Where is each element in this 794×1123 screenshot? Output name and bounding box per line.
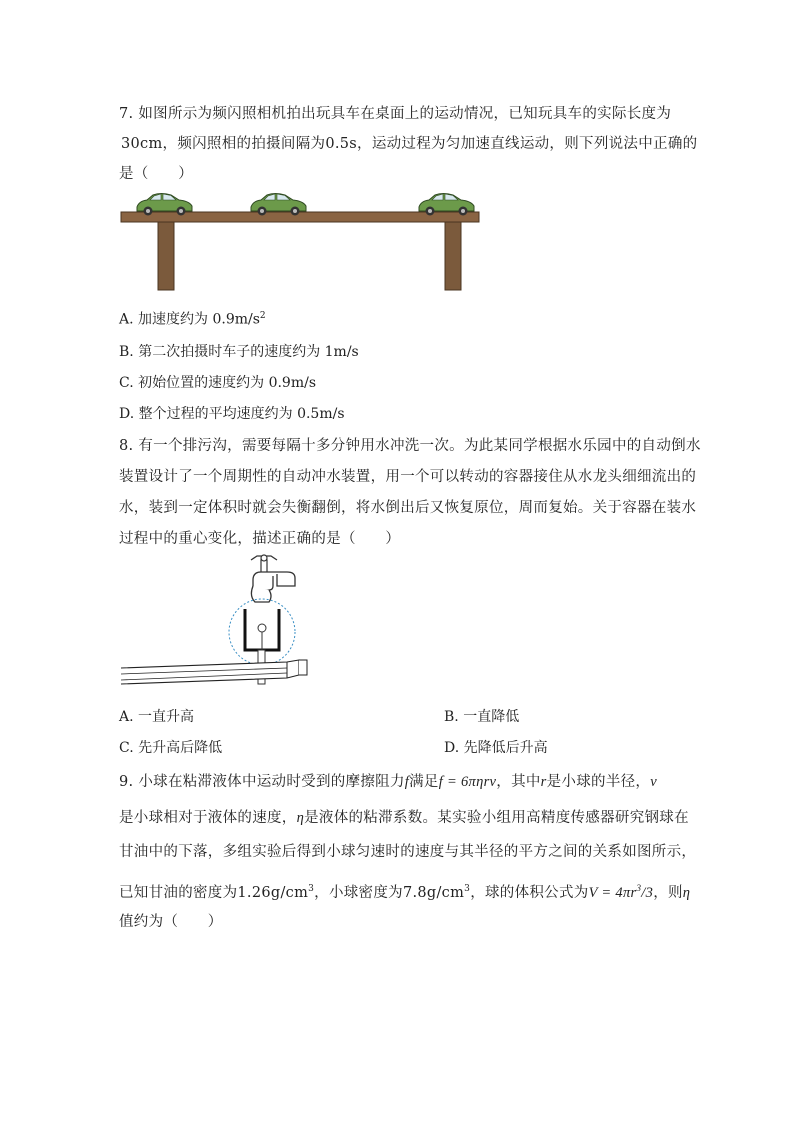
q9-line-3: 甘油中的下落，多组实验后得到小球匀速时的速度与其半径的平方之间的关系如图所示， <box>119 844 697 860</box>
table-leg-right <box>445 222 461 290</box>
q9-line-4 <box>119 878 690 903</box>
q8-option-b: B. 一直降低 <box>444 709 520 725</box>
q8-line-1: 8. 有一个排污沟，需要每隔十多分钟用水冲洗一次。为此某同学根据水乐园中的自动倒水 <box>119 438 701 454</box>
q9-l4-sup-1: 3 <box>308 884 315 894</box>
q9-l1-text-d: 是小球的半径， <box>546 774 651 790</box>
q9-l1-var-v: v <box>650 774 657 790</box>
q9-l2-var-eta: η <box>296 810 305 826</box>
q9-l4-sup-3: 3 <box>636 883 642 893</box>
q7-option-c: C. 初始位置的速度约为 0.9m/s <box>119 375 317 391</box>
q9-line-1 <box>119 772 657 792</box>
table-top <box>121 212 479 222</box>
table-leg-left <box>158 222 174 290</box>
pivot-icon <box>258 624 266 632</box>
faucet-container-figure <box>119 552 314 698</box>
q9-l1-formula: f = 6πηrv <box>438 774 497 790</box>
q9-l4-formula-tail: /3 <box>641 884 654 901</box>
q7-option-d: D. 整个过程的平均速度约为 0.5m/s <box>119 406 345 422</box>
q8-line-4: 过程中的重心变化，描述正确的是（ ） <box>119 531 401 547</box>
q9-l4-var-eta: η <box>682 884 691 901</box>
q9-l4-text-b: ，小球密度为7.8g/cm <box>314 884 465 901</box>
q9-l1-text-a: 9. 小球在粘滞液体中运动时受到的摩擦阻力 <box>119 774 405 790</box>
q8-line-3: 水，装到一定体积时就会失衡翻倒，将水倒出后又恢复原位，周而复始。关于容器在装水 <box>119 500 697 516</box>
faucet-icon <box>251 555 295 602</box>
toy-car-table-figure <box>119 186 483 292</box>
q9-l2-text-a: 是小球相对于液体的速度， <box>119 810 297 826</box>
q8-option-a: A. 一直升高 <box>119 709 195 725</box>
q8-option-d: D. 先降低后升高 <box>444 740 548 756</box>
q9-l4-formula: V = 4πr <box>588 884 637 901</box>
q9-l1-text-c: ，其中 <box>496 774 541 790</box>
q9-l4-sup-2: 3 <box>464 884 471 894</box>
q7-line-2: 30cm，频闪照相的拍摄间隔为0.5s，运动过程为匀加速直线运动，则下列说法中正确的 <box>121 136 698 152</box>
ditch-ground <box>121 660 299 684</box>
q9-l1-var-r: r <box>540 774 547 790</box>
q7-option-a-text: A. 加速度约为 0.9m/s <box>119 311 260 328</box>
q9-l1-var-f: f <box>404 774 410 790</box>
q8-line-2: 装置设计了一个周期性的自动冲水装置，用一个可以转动的容器接住从水龙头细细流出的 <box>119 469 697 485</box>
q7-option-a-exponent: 2 <box>259 311 266 321</box>
q9-l2-text-b: 是液体的粘滞系数。某实验小组用高精度传感器研究钢球在 <box>304 810 689 826</box>
q9-l4-text-c: ，球的体积公式为 <box>470 884 589 901</box>
q9-l4-text-d: ，则 <box>653 884 683 901</box>
q7-option-a <box>119 306 266 330</box>
q9-l1-text-b: 满足 <box>409 774 439 790</box>
q9-line-5: 值约为（ ） <box>119 914 223 930</box>
q8-option-c: C. 先升高后降低 <box>119 740 223 756</box>
q7-option-b: B. 第二次拍摄时车子的速度约为 1m/s <box>119 344 359 360</box>
q7-line-3: 是（ ） <box>119 166 193 182</box>
q9-line-2 <box>119 808 689 828</box>
q9-l4-text-a: 已知甘油的密度为1.26g/cm <box>119 884 309 901</box>
q7-line-1: 7. 如图所示为频闪照相机拍出玩具车在桌面上的运动情况，已知玩具车的实际长度为 <box>119 106 672 122</box>
